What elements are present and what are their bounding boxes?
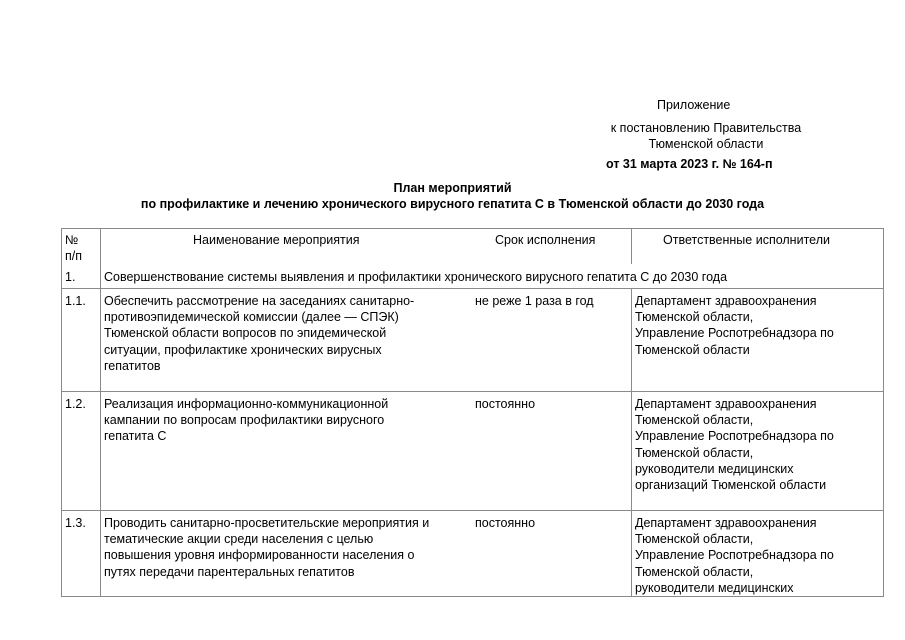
row-num: 1.2. <box>65 397 86 411</box>
row-name-line: Обеспечить рассмотрение на заседаниях санитарно- <box>104 294 415 308</box>
row-name <box>104 293 470 374</box>
row-name <box>104 396 388 445</box>
header-num-line-1: № <box>65 233 79 247</box>
table-border-bottom <box>61 596 884 597</box>
table-border-left <box>61 228 62 597</box>
row-divider <box>61 510 884 511</box>
row-name-line: повышения уровня информированности населения о <box>104 548 415 563</box>
resolution-line-2: Тюменской области <box>648 137 764 151</box>
row-name-line: кампании по вопросам профилактики вирусного <box>104 413 385 428</box>
header-num <box>65 232 82 264</box>
column-divider <box>631 228 632 264</box>
column-divider <box>100 228 101 597</box>
row-responsible-line: Тюменской области, <box>635 532 754 547</box>
row-responsible-line: руководители медицинских <box>635 580 794 595</box>
row-name-line: тематические акции среди населения с целью <box>104 532 374 547</box>
header-responsible: Ответственные исполнители <box>663 233 830 247</box>
table-border-right <box>883 228 884 597</box>
section-title: Совершенствование системы выявления и профилактики хронического вирусного гепатита С до 2030 года <box>104 270 728 284</box>
row-deadline: не реже 1 раза в год <box>475 294 594 308</box>
row-deadline: постоянно <box>475 516 536 530</box>
header-name: Наименование мероприятия <box>193 233 360 247</box>
row-name-line: путях передачи парентеральных гепатитов <box>104 564 355 579</box>
row-num: 1.3. <box>65 516 86 530</box>
row-name-line: Тюменской области вопросов по эпидемической <box>104 326 387 341</box>
row-responsible-line: Тюменской области <box>635 342 750 357</box>
row-responsible <box>635 293 834 358</box>
row-name-line: гепатитов <box>104 358 161 373</box>
row-name-line: ситуации, профилактике хронических вирусных <box>104 342 382 357</box>
row-responsible-line: Управление Роспотребнадзора по <box>635 326 834 341</box>
row-responsible-line: Управление Роспотребнадзора по <box>635 429 834 444</box>
row-responsible-line: Департамент здравоохранения <box>635 516 817 530</box>
document-title: План мероприятий <box>393 181 512 195</box>
table-border-top <box>61 228 884 229</box>
row-deadline: постоянно <box>475 397 536 411</box>
row-responsible-line: Тюменской области, <box>635 445 754 460</box>
row-divider <box>61 391 884 392</box>
header-num-line-2: п/п <box>65 249 83 264</box>
row-responsible-line: Управление Роспотребнадзора по <box>635 548 834 563</box>
row-responsible-line: организаций Тюменской области <box>635 478 827 493</box>
row-name-line: Реализация информационно-коммуникационной <box>104 397 389 411</box>
resolution-date-number: от 31 марта 2023 г. № 164-п <box>606 157 773 171</box>
row-name-line: Проводить санитарно-просветительские мероприятия и <box>104 516 430 530</box>
row-responsible <box>635 396 834 493</box>
header-deadline: Срок исполнения <box>495 233 596 247</box>
row-responsible-line: Тюменской области, <box>635 310 754 325</box>
resolution-line-1: к постановлению Правительства <box>610 121 802 135</box>
section-num: 1. <box>65 270 76 284</box>
row-name-line: гепатита С <box>104 429 167 444</box>
document-subtitle: по профилактике и лечению хронического вирусного гепатита С в Тюменской области до 2030 года <box>140 197 765 211</box>
row-responsible-line: Департамент здравоохранения <box>635 397 817 411</box>
row-responsible <box>635 515 834 596</box>
row-name <box>104 515 429 580</box>
row-num: 1.1. <box>65 294 86 308</box>
resolution-reference <box>590 120 822 152</box>
row-responsible-line: Тюменской области, <box>635 413 754 428</box>
row-responsible-line: Тюменской области, <box>635 564 754 579</box>
row-responsible-line: Департамент здравоохранения <box>635 294 817 308</box>
appendix-label: Приложение <box>657 98 731 112</box>
row-name-line: противоэпидемической комиссии (далее — СПЭК) <box>104 310 399 325</box>
column-divider <box>631 288 632 597</box>
row-divider <box>61 288 884 289</box>
row-responsible-line: руководители медицинских <box>635 461 794 476</box>
